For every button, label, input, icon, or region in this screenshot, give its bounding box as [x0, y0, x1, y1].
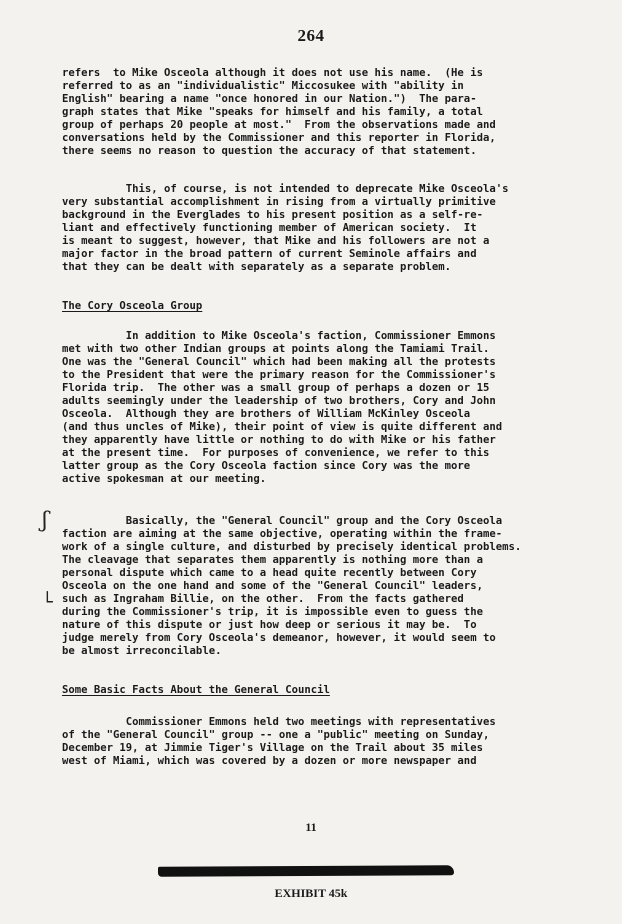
text-line: The cleavage that separates them apparently is nothing more than a — [62, 554, 483, 566]
exhibit-label: EXHIBIT 45k — [274, 886, 348, 900]
text-line: at the present time. For purposes of convenience, we refer to this — [62, 447, 490, 459]
text-line: met with two other Indian groups at points along the Tamiami Trail. — [62, 343, 490, 355]
text-line: very substantial accomplishment in rising from a virtually primitive — [62, 196, 496, 208]
handwritten-bracket-mark: ʃ — [40, 507, 50, 534]
text-line: graph states that Mike "speaks for himself and his family, a total — [62, 106, 483, 118]
text-line: adults seemingly under the leadership of two brothers, Cory and John — [62, 395, 496, 407]
text-line: personal dispute which came to a head quite recently between Cory — [62, 567, 477, 579]
text-line: referred to as an "individualistic" Miccosukee with "ability in — [62, 80, 464, 92]
text-line: there seems no reason to question the accuracy of that statement. — [62, 145, 477, 157]
text-line: west of Miami, which was covered by a dozen or more newspaper and — [62, 755, 477, 767]
text-line: faction are aiming at the same objective, operating within the frame- — [62, 528, 503, 540]
text-line: be almost irreconcilable. — [62, 645, 222, 657]
section-heading-cory-osceola-group: The Cory Osceola Group — [62, 300, 203, 312]
text-line: active spokesman at our meeting. — [62, 473, 267, 485]
text-line: to the President that were the primary reason for the Commissioner's — [62, 369, 496, 381]
text-line: background in the Everglades to his present position as a self-re- — [62, 209, 483, 221]
redaction-bar — [158, 865, 454, 877]
handwritten-bracket-mark: └ — [42, 592, 53, 613]
text-line: (and thus uncles of Mike), their point of view is quite different and — [62, 421, 503, 433]
text-line: major factor in the broad pattern of current Seminole affairs and — [62, 248, 477, 260]
text-line: This, of course, is not intended to deprecate Mike Osceola's — [62, 183, 509, 195]
text-line: refers to Mike Osceola although it does not use his name. (He is — [62, 67, 483, 79]
text-line: they apparently have little or nothing to do with Mike or his father — [62, 434, 496, 446]
text-line: is meant to suggest, however, that Mike and his followers are not a — [62, 235, 490, 247]
text-line: English" bearing a name "once honored in our Nation.") The para- — [62, 93, 477, 105]
text-line: In addition to Mike Osceola's faction, Commissioner Emmons — [62, 330, 496, 342]
text-line: liant and effectively functioning member of American society. It — [62, 222, 477, 234]
text-line: judge merely from Cory Osceola's demeanor, however, it would seem to — [62, 632, 496, 644]
text-line: One was the "General Council" which had been making all the protests — [62, 356, 496, 368]
page-number: 264 — [297, 26, 325, 45]
footer-page-number: 11 — [305, 820, 317, 834]
text-line: group of perhaps 20 people at most." From the observations made and — [62, 119, 496, 131]
text-line: December 19, at Jimmie Tiger's Village on the Trail about 35 miles — [62, 742, 483, 754]
text-line: Osceola. Although they are brothers of William McKinley Osceola — [62, 408, 471, 420]
text-line: such as Ingraham Billie, on the other. From the facts gathered — [62, 593, 464, 605]
text-line: conversations held by the Commissioner and this reporter in Florida, — [62, 132, 496, 144]
text-line: Commissioner Emmons held two meetings with representatives — [62, 716, 496, 728]
text-line: during the Commissioner's trip, it is impossible even to guess the — [62, 606, 483, 618]
text-line: Florida trip. The other was a small group of perhaps a dozen or 15 — [62, 382, 490, 394]
text-line: that they can be dealt with separately as a separate problem. — [62, 261, 452, 273]
text-line: Basically, the "General Council" group and the Cory Osceola — [62, 515, 503, 527]
text-line: nature of this dispute or just how deep or serious it may be. To — [62, 619, 477, 631]
text-line: work of a single culture, and disturbed by precisely identical problems. — [62, 541, 522, 553]
section-heading-general-council: Some Basic Facts About the General Council — [62, 684, 330, 696]
text-line: latter group as the Cory Osceola faction since Cory was the more — [62, 460, 471, 472]
text-line: Osceola on the one hand and some of the "General Council" leaders, — [62, 580, 483, 592]
text-line: of the "General Council" group -- one a "public" meeting on Sunday, — [62, 729, 490, 741]
